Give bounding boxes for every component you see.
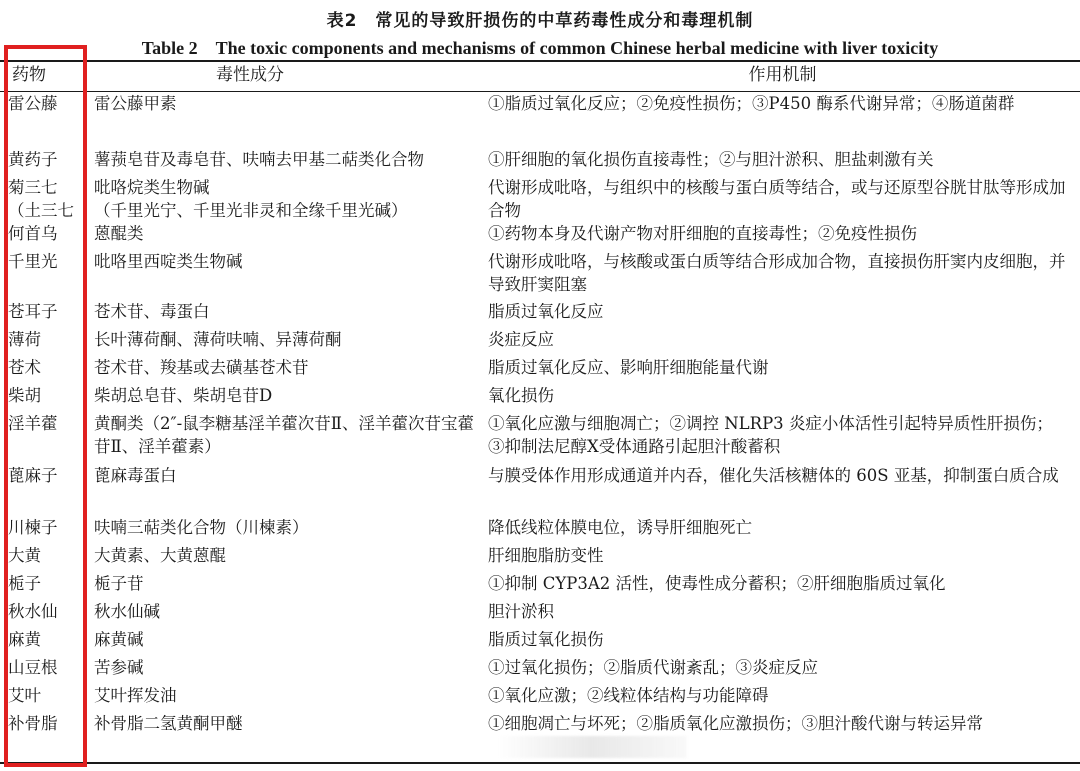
header-mechanism: 作用机制 — [748, 65, 817, 85]
component-cell: 栀子苷 — [94, 574, 144, 593]
mechanism-cell: ①肝细胞的氧化损伤直接毒性；②与胆汁淤积、胆盐刺激有关 — [488, 150, 934, 169]
component-cell: 苦参碱 — [94, 658, 144, 677]
mechanism-cell: 肝细胞脂肪变性 — [488, 546, 604, 565]
component-cell: 雷公藤甲素 — [94, 94, 177, 113]
mechanism-cell: 脂质过氧化反应 — [488, 302, 604, 321]
component-cell: 苍术苷、毒蛋白 — [94, 302, 210, 321]
component-cell: 补骨脂二氢黄酮甲醚 — [94, 714, 243, 733]
herb-cell: 苍术 — [8, 358, 41, 377]
herb-cell: 麻黄 — [8, 630, 41, 649]
mechanism-cell: ①氧化应激；②线粒体结构与功能障碍 — [488, 686, 769, 705]
bottom-rule — [0, 762, 1080, 764]
mechanism-cell: ①药物本身及代谢产物对肝细胞的直接毒性；②免疫性损伤 — [488, 224, 917, 243]
component-cell: 大黄素、大黄蒽醌 — [94, 546, 226, 565]
herb-column-highlight — [4, 45, 87, 767]
herb-cell: 千里光 — [8, 252, 58, 271]
component-cell: 柴胡总皂苷、柴胡皂苷D — [94, 386, 273, 405]
mechanism-cell: ①抑制 CYP3A2 活性，使毒性成分蓄积；②肝细胞脂质过氧化 — [488, 574, 946, 593]
mechanism-cell: 胆汁淤积 — [488, 602, 554, 621]
component-cell: 蓖麻毒蛋白 — [94, 466, 177, 485]
herb-cell: 艾叶 — [8, 686, 41, 705]
mechanism-cell: 氧化损伤 — [488, 386, 554, 405]
mechanism-cell: 炎症反应 — [488, 330, 554, 349]
mechanism-cell: 代谢形成吡咯，与核酸或蛋白质等结合形成加合物，直接损伤肝窦内皮细胞，并导致肝窦阻塞 — [488, 252, 1066, 294]
component-cell: 苍术苷、羧基或去磺基苍术苷 — [94, 358, 309, 377]
herb-cell: 大黄 — [8, 546, 41, 565]
mechanism-cell: 代谢形成吡咯，与组织中的核酸与蛋白质等结合，或与还原型谷胱甘肽等形成加合物 — [488, 178, 1066, 220]
mechanism-cell: ①过氧化损伤；②脂质代谢紊乱；③炎症反应 — [488, 658, 818, 677]
table-title-en: Table 2 The toxic components and mechanisms of common Chinese herbal medicine with liver toxicity — [141, 38, 939, 58]
mechanism-cell: 脂质过氧化反应、影响肝细胞能量代谢 — [488, 358, 769, 377]
component-cell: 长叶薄荷酮、薄荷呋喃、异薄荷酮 — [94, 330, 342, 349]
component-cell: 麻黄碱 — [94, 630, 144, 649]
top-rule — [0, 60, 1080, 62]
mechanism-cell: ①脂质过氧化反应；②免疫性损伤；③P450 酶系代谢异常；④肠道菌群 — [488, 94, 1015, 113]
herb-cell: 雷公藤 — [8, 94, 58, 113]
component-cell: 秋水仙碱 — [94, 602, 160, 621]
component-cell: 蒽醌类 — [94, 224, 144, 243]
watermark-blur — [497, 736, 687, 758]
herb-cell: 川楝子 — [8, 518, 58, 537]
header-herb: 药物 — [12, 65, 46, 85]
herb-cell: 秋水仙 — [8, 602, 58, 621]
herb-cell: 菊三七 （土三七 — [8, 178, 74, 220]
herb-cell: 苍耳子 — [8, 302, 58, 321]
component-cell: 艾叶挥发油 — [94, 686, 177, 705]
component-cell: 吡咯烷类生物碱 （千里光宁、千里光非灵和全缘千里光碱） — [94, 178, 408, 220]
mechanism-cell: 脂质过氧化损伤 — [488, 630, 604, 649]
herb-cell: 蓖麻子 — [8, 466, 58, 485]
component-cell: 呋喃三萜类化合物（川楝素） — [94, 518, 309, 537]
component-cell: 黄酮类（2″-鼠李糖基淫羊藿次苷Ⅱ、淫羊藿次苷宝藿苷Ⅱ、淫羊藿素） — [94, 414, 474, 456]
herb-cell: 柴胡 — [8, 386, 41, 405]
mechanism-cell: 与膜受体作用形成通道并内吞，催化失活核糖体的 60S 亚基，抑制蛋白质合成 — [488, 466, 1059, 485]
mechanism-cell: ①氧化应激与细胞凋亡；②调控 NLRP3 炎症小体活性引起特异质性肝损伤；③抑制法尼醇X受体通路引起胆汁酸蓄积 — [488, 414, 1053, 456]
component-cell: 吡咯里西啶类生物碱 — [94, 252, 243, 271]
mechanism-cell: ①细胞凋亡与坏死；②脂质氧化应激损伤；③胆汁酸代谢与转运异常 — [488, 714, 983, 733]
herb-cell: 薄荷 — [8, 330, 41, 349]
mechanism-cell: 降低线粒体膜电位，诱导肝细胞死亡 — [488, 518, 752, 537]
herb-cell: 栀子 — [8, 574, 41, 593]
header-component: 毒性成分 — [216, 65, 284, 85]
herb-cell: 山豆根 — [8, 658, 58, 677]
herb-cell: 补骨脂 — [8, 714, 58, 733]
herb-cell: 何首乌 — [8, 224, 58, 243]
herb-cell: 黄药子 — [8, 150, 58, 169]
herb-cell: 淫羊藿 — [8, 414, 58, 433]
table-title-cn: 表2 常见的导致肝损伤的中草药毒性成分和毒理机制 — [326, 11, 754, 31]
component-cell: 薯蓣皂苷及毒皂苷、呋喃去甲基二萜类化合物 — [94, 150, 424, 169]
